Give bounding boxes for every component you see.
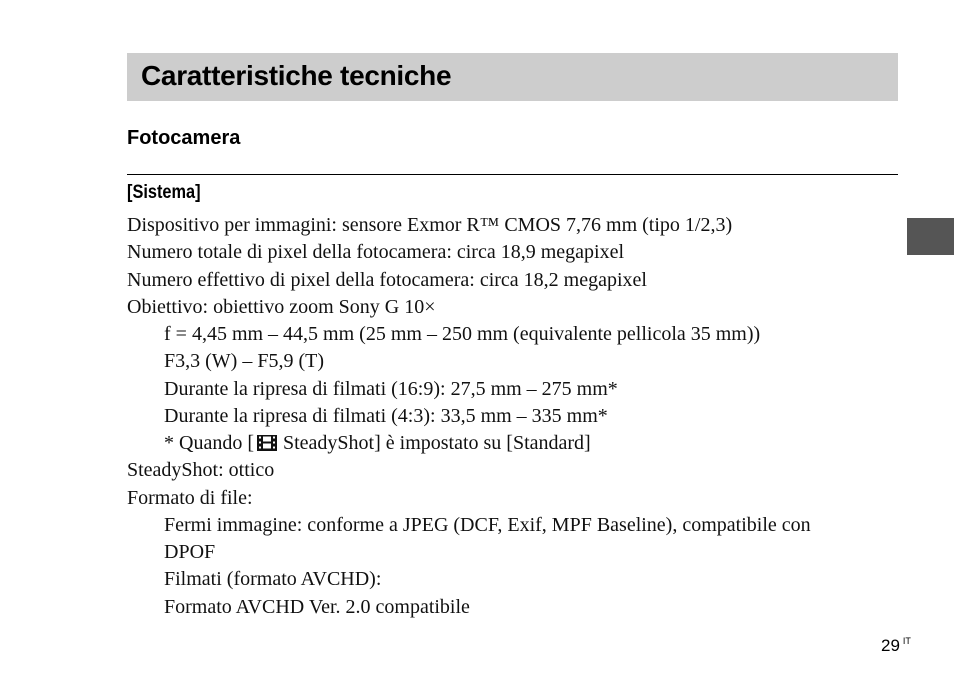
- spec-line-footnote: [127, 430, 898, 457]
- spec-line-lens: Obiettivo: obiettivo zoom Sony G 10×: [127, 295, 436, 318]
- spec-line-image-device: Dispositivo per immagini: sensore Exmor R™ CMOS 7,76 mm (tipo 1/2,3): [127, 214, 733, 236]
- section-heading: Fotocamera: [127, 127, 241, 149]
- page-title: Caratteristiche tecniche: [141, 60, 452, 91]
- page-number: [881, 631, 911, 656]
- spec-line-movie-4-3: Durante la ripresa di filmati (4:3): 33,5 mm – 335 mm*: [164, 404, 608, 427]
- spec-line-focal-length: f = 4,45 mm – 44,5 mm (25 mm – 250 mm (equivalente pellicola 35 mm)): [164, 323, 761, 345]
- footnote-text-start: * Quando [: [164, 432, 254, 454]
- section-divider: [127, 174, 898, 175]
- spec-line-movies: Filmati (formato AVCHD):: [164, 568, 382, 591]
- movie-mode-icon: [256, 433, 278, 451]
- section-tab-marker: [907, 218, 954, 255]
- footnote-text-end: SteadyShot] è impostato su [Standard]: [282, 432, 591, 454]
- page-number-value: 29: [881, 636, 900, 655]
- subsection-heading: [Sistema]: [127, 182, 201, 203]
- spec-line-aperture: F3,3 (W) – F5,9 (T): [164, 350, 324, 373]
- spec-line-dpof: DPOF: [164, 541, 216, 563]
- spec-line-avchd: Formato AVCHD Ver. 2.0 compatibile: [164, 595, 470, 618]
- spec-line-file-format: Formato di file:: [127, 486, 253, 509]
- page-language-code: IT: [902, 636, 911, 646]
- spec-line-steadyshot: SteadyShot: ottico: [127, 459, 275, 482]
- spec-line-movie-16-9: Durante la ripresa di filmati (16:9): 27,5 mm – 275 mm*: [164, 377, 618, 400]
- spec-line-total-pixels: Numero totale di pixel della fotocamera: circa 18,9 megapixel: [127, 241, 625, 264]
- spec-line-still-images: Fermi immagine: conforme a JPEG (DCF, Exif, MPF Baseline), compatibile con: [164, 513, 811, 536]
- title-bar: [127, 53, 898, 101]
- spec-line-effective-pixels: Numero effettivo di pixel della fotocamera: circa 18,2 megapixel: [127, 268, 647, 291]
- spec-list: [127, 212, 898, 621]
